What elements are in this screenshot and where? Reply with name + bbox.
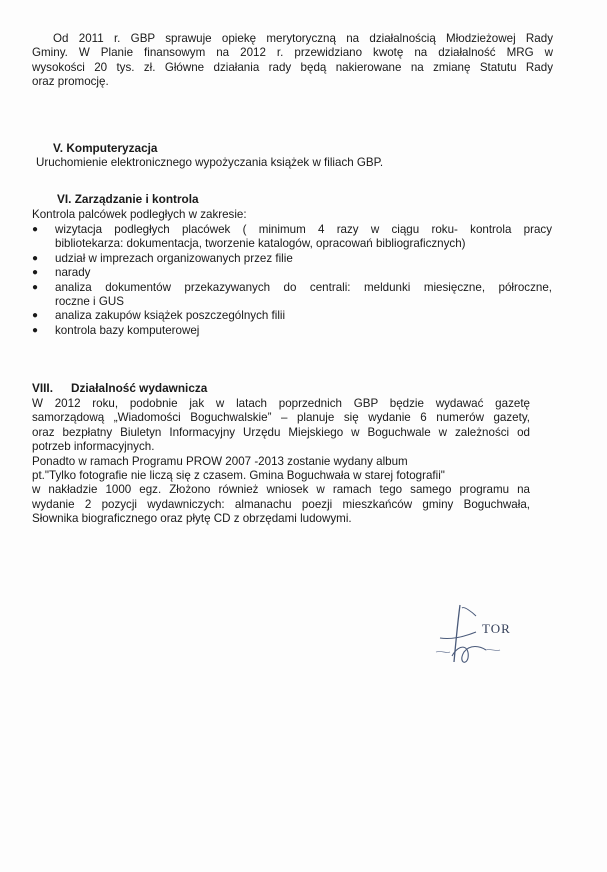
list-item-text: narady xyxy=(55,266,91,280)
management-bullet-list xyxy=(32,223,552,338)
section-intro-management xyxy=(32,208,552,222)
paragraph-line: Od 2011 r. GBP sprawuje opiekę merytoryczną na działalnością Młodzieżowej Rady xyxy=(53,32,553,45)
paragraph-line: W 2012 roku, podobnie jak w latach poprzednich GBP będzie wydawać gazetę xyxy=(32,397,530,410)
section-heading-management: VI. Zarządzanie i kontrola xyxy=(57,192,199,206)
signature-stamp xyxy=(432,600,542,680)
list-item xyxy=(32,223,552,252)
list-item-text: wizytacja podległych placówek ( minimum 4 razy w ciągu roku- kontrola pracy xyxy=(55,223,552,236)
paragraph-line: pt."Tylko fotografie nie liczą się z czasem. Gmina Boguchwała w starej fotografii" xyxy=(32,469,445,483)
paragraph-line: potrzeb informacyjnych. xyxy=(32,440,155,454)
stamp-text: TOR xyxy=(482,621,511,636)
list-item xyxy=(32,324,552,338)
section-heading-publishing xyxy=(32,381,207,395)
section-heading-computerization: V. Komputeryzacja xyxy=(53,141,158,155)
list-item-text: analiza dokumentów przekazywanych do centrali: meldunki miesięczne, półroczne, xyxy=(55,280,552,294)
paragraph-line: Słownika biograficznego oraz płytę CD z obrzędami ludowymi. xyxy=(32,512,352,526)
paragraph-line: oraz bezpłatny Biuletyn Informacyjny Urzędu Miejskiego w Boguchwale w zależności od xyxy=(32,425,530,439)
paragraph-line: samorządową „Wiadomości Boguchwalskie” – planuje się wydanie 6 numerów gazety, xyxy=(32,411,530,425)
bullet-icon: ● xyxy=(32,310,39,322)
list-item-text: udział w imprezach organizowanych przez filie xyxy=(55,251,293,265)
section-number: VIII. xyxy=(32,381,53,395)
list-item xyxy=(32,252,552,266)
paragraph-line: Uruchomienie elektronicznego wypożyczania książek w filiach GBP. xyxy=(36,156,384,169)
bullet-icon: ● xyxy=(32,281,39,293)
list-item-text: kontrola bazy komputerowej xyxy=(55,323,200,337)
bullet-icon: ● xyxy=(32,224,39,235)
list-item-text: analiza zakupów książek poszczególnych filii xyxy=(55,309,286,323)
bullet-icon: ● xyxy=(32,252,39,264)
bullet-icon: ● xyxy=(32,267,39,279)
list-item xyxy=(32,266,552,280)
list-item xyxy=(32,281,552,310)
paragraph-line: Ponadto w ramach Programu PROW 2007 -2013 zostanie wydany album xyxy=(32,454,408,468)
paragraph-line: Gminy. W Planie finansowym na 2012 r. przewidziano kwotę na działalność MRG w xyxy=(32,46,553,60)
paragraph-line: wydanie 2 pozycji wydawniczych: almanachu poezji mieszkańców gminy Boguchwała, xyxy=(32,497,530,511)
mrg-paragraph xyxy=(32,32,553,90)
section-title: Działalność wydawnicza xyxy=(70,381,208,395)
paragraph-line: w nakładzie 1000 egz. Złożono również wniosek w ramach tego samego programu na xyxy=(32,483,530,497)
list-item xyxy=(32,309,552,323)
paragraph-line: wysokości 20 tys. zł. Główne działania rady będą nakierowane na zmianę Statutu Rady xyxy=(32,60,553,74)
list-item-text: bibliotekarza: dokumentacja, tworzenie katalogów, opracowań bibliograficznych) xyxy=(55,237,466,251)
bullet-icon: ● xyxy=(32,324,39,336)
section-text-computerization xyxy=(36,156,556,170)
paragraph-line: Kontrola palcówek podległych w zakresie: xyxy=(32,208,247,221)
list-item-text: roczne i GUS xyxy=(55,295,124,309)
publishing-paragraph xyxy=(32,397,530,527)
paragraph-line: oraz promocję. xyxy=(32,75,109,89)
